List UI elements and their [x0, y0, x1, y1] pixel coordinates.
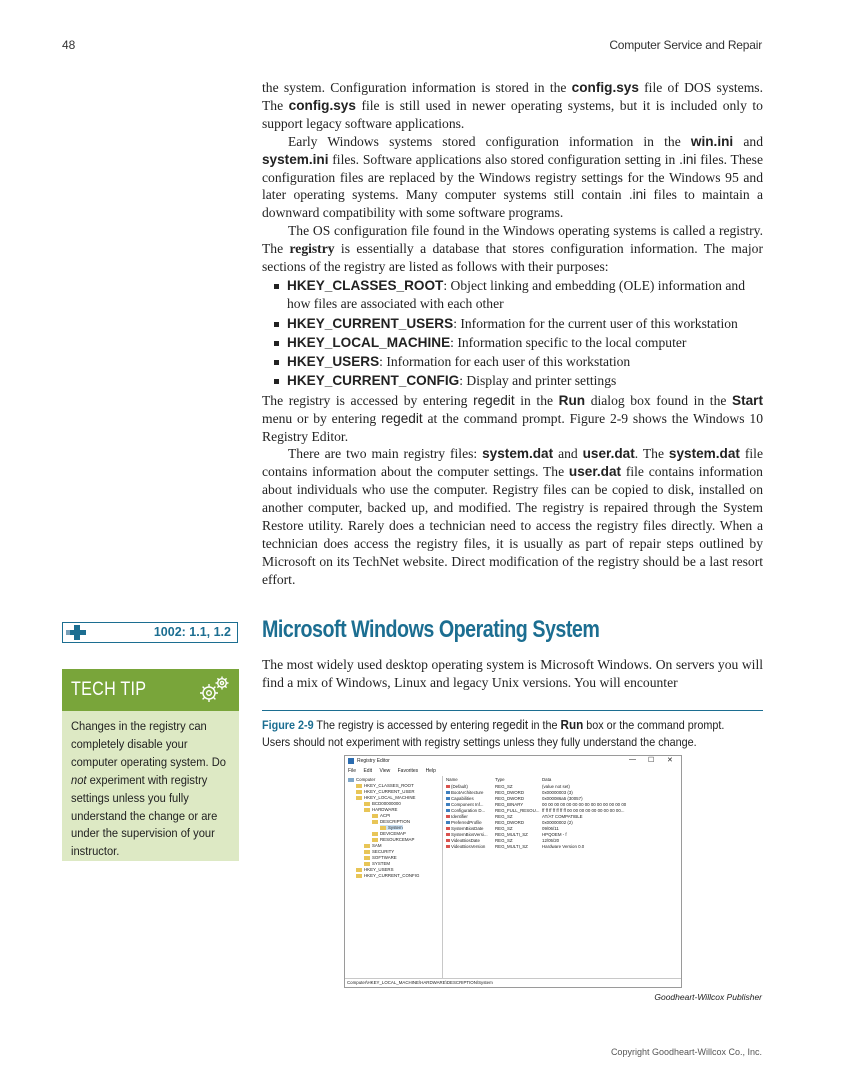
- menu-bar: [348, 768, 442, 774]
- menu-view[interactable]: View: [379, 768, 391, 774]
- tree-node[interactable]: [372, 837, 414, 842]
- folder-icon: [364, 844, 370, 848]
- folder-icon: [372, 838, 378, 842]
- menu-favorites[interactable]: Favorites: [397, 768, 419, 774]
- gears-icon: [196, 673, 232, 707]
- tree-node[interactable]: [364, 801, 401, 806]
- text: . The: [634, 446, 669, 462]
- value-type: REG_SZ: [495, 838, 513, 843]
- menu-file[interactable]: File: [348, 768, 357, 774]
- value-name: PreferredProfile: [451, 820, 482, 825]
- text: at the command prompt. Figure 2-9 shows the Windows 10 Registry Editor.: [262, 410, 763, 444]
- registry-key: HKEY_CURRENT_CONFIG: [287, 373, 460, 389]
- registry-desc: : Object linking and embedding (OLE) information and how files are associated with each other: [287, 278, 746, 312]
- tree-label: HKEY_USERS: [364, 867, 394, 872]
- keyword: Run: [558, 392, 586, 408]
- body-text: [262, 79, 763, 589]
- objective-badge: [62, 622, 238, 643]
- tree-label: DESCRIPTION: [380, 819, 411, 824]
- string-value-icon: [446, 785, 450, 788]
- section-title: Microsoft Windows Operating System: [262, 616, 600, 643]
- text: files. These configuration files are replaced by the Windows registry settings for the Windows 95 and later operating systems. Many computer systems still contain: [262, 151, 764, 203]
- registry-editor-window: [344, 755, 682, 988]
- maximize-button[interactable]: ☐: [648, 757, 655, 764]
- binary-value-icon: [446, 791, 450, 794]
- tree-node[interactable]: [356, 867, 394, 872]
- tree-node-selected[interactable]: [380, 825, 403, 830]
- tree-node[interactable]: [364, 855, 397, 860]
- section-body: [262, 656, 763, 692]
- tree-label: HKEY_CURRENT_USER: [364, 789, 415, 794]
- table-row[interactable]: [446, 844, 678, 850]
- value-name: Configuration D...: [451, 808, 486, 813]
- value-data: AT/AT COMPATIBLE: [542, 814, 583, 819]
- value-name: VideoBiosDate: [451, 838, 480, 843]
- status-path: Computer\HKEY_LOCAL_MACHINE\HARDWARE\DESCRIPTION\System: [347, 980, 493, 985]
- tree-label: DEVICEMAP: [380, 831, 406, 836]
- tree-node[interactable]: [372, 831, 406, 836]
- binary-value-icon: [446, 797, 450, 800]
- value-type: REG_DWORD: [495, 796, 525, 801]
- menu-help[interactable]: Help: [425, 768, 436, 774]
- keyword: system.ini: [262, 151, 329, 167]
- keyword: registry: [289, 241, 335, 257]
- value-data: HPQOEM - f: [542, 832, 567, 837]
- value-data: 0x00000003 (3): [542, 790, 573, 795]
- keyword: win.ini: [690, 133, 734, 149]
- tree-node[interactable]: [372, 819, 410, 824]
- value-data: 00 00 00 00 00 00 00 00 00 00 00 00 00 00: [542, 802, 627, 807]
- keyword: .ini: [628, 187, 647, 203]
- page-number: 48: [62, 38, 76, 52]
- tree-node[interactable]: [364, 843, 382, 848]
- tree-label: SAM: [372, 843, 382, 848]
- text: in the: [514, 392, 559, 408]
- keyword: regedit: [473, 392, 515, 408]
- tree-node[interactable]: [364, 861, 390, 866]
- keyword: regedit: [492, 717, 529, 732]
- column-header-name[interactable]: Name: [446, 777, 458, 782]
- tree-label: SECURITY: [372, 849, 395, 854]
- folder-icon: [364, 862, 370, 866]
- folder-icon: [356, 868, 362, 872]
- folder-icon: [364, 850, 370, 854]
- computer-icon: [348, 778, 354, 782]
- text: file contains information about individuals who use the computer. Registry files can be copied to disk, installed on another computer, backed up, and modified. The registry is repaired through the System Restore utility. Rarely does a technician need to access the registry files directly. When a technician does access the registry files, it is usually as part of repair steps outlined by Microsoft on its TechNet website. Direct modification of the registry should be a last resort effort.: [262, 464, 763, 587]
- value-name: VideoBiosVersion: [451, 844, 486, 849]
- value-type: REG_SZ: [495, 814, 513, 819]
- tech-tip-title: TECH TIP: [71, 679, 147, 700]
- list-item: [287, 334, 763, 352]
- registry-desc: : Information for the current user of this workstation: [453, 315, 738, 331]
- paragraph-config-sys: [262, 79, 763, 133]
- objective-codes: 1002: 1.1, 1.2: [153, 625, 231, 639]
- emphasis: not: [71, 772, 87, 787]
- registry-key: HKEY_CLASSES_ROOT: [287, 278, 444, 294]
- text: files to maintain a downward compatibility with some software programs.: [262, 187, 763, 221]
- paragraph-registry: [262, 222, 763, 276]
- folder-icon: [356, 790, 362, 794]
- folder-icon: [372, 814, 378, 818]
- value-data: 09/06/11: [542, 826, 559, 831]
- keyword: .ini: [679, 151, 697, 167]
- list-item: [287, 315, 763, 333]
- value-type: REG_FULL_RESOU...: [495, 808, 540, 813]
- value-type: REG_MULTI_SZ: [495, 832, 528, 837]
- folder-icon: [372, 832, 378, 836]
- keyword: config.sys: [288, 97, 356, 113]
- tree-label: ACPI: [380, 813, 391, 818]
- certification-plus-icon: [66, 625, 88, 640]
- registry-desc: : Information specific to the local computer: [450, 334, 687, 350]
- folder-icon: [364, 808, 370, 812]
- close-button[interactable]: ✕: [667, 757, 673, 764]
- folder-icon: [364, 856, 370, 860]
- tree-label: HKEY_CLASSES_ROOT: [364, 783, 414, 788]
- column-headers: [446, 777, 678, 783]
- value-type: REG_DWORD: [495, 820, 525, 825]
- text: Early Windows systems stored configuration information in the: [288, 133, 691, 149]
- registry-desc: : Display and printer settings: [459, 373, 617, 389]
- tree-label: System: [388, 825, 403, 830]
- tree-label: HKEY_LOCAL_MACHINE: [364, 795, 416, 800]
- keyword: user.dat: [582, 446, 635, 462]
- folder-icon: [356, 796, 362, 800]
- text: The OS configuration file found in the Windows operating systems is called a registry. The: [262, 223, 763, 257]
- value-data: ff ff ff ff ff ff ff 00 00 00 00 00 00 00 00 00...: [542, 808, 625, 813]
- list-item: [287, 277, 763, 313]
- keyword: config.sys: [571, 80, 639, 95]
- tree-node[interactable]: [364, 807, 397, 812]
- value-name: SystemBiosDate: [451, 826, 484, 831]
- value-type: REG_SZ: [495, 826, 513, 831]
- tree-node[interactable]: [348, 777, 375, 782]
- tech-tip-header: [62, 669, 239, 711]
- keyword: system.dat: [482, 446, 554, 462]
- value-name: (Default): [451, 784, 468, 789]
- tree-label: SYSTEM: [372, 861, 391, 866]
- copyright-footer: Copyright Goodheart-Willcox Co., Inc.: [610, 1047, 762, 1057]
- text: and: [733, 133, 763, 149]
- value-data: 0x00000002 (2): [542, 820, 573, 825]
- minimize-button[interactable]: —: [629, 756, 636, 763]
- text: The registry is accessed by entering: [313, 718, 493, 732]
- value-data: (value not set): [542, 784, 570, 789]
- value-type: REG_SZ: [495, 784, 513, 789]
- figure-rule: [262, 710, 763, 711]
- keyword: system.dat: [668, 446, 740, 462]
- tree-node[interactable]: [356, 783, 414, 788]
- registry-tree: [346, 776, 443, 978]
- keyword: Run: [560, 717, 584, 732]
- text: menu or by entering: [262, 410, 382, 426]
- figure-credit: Goodheart-Willcox Publisher: [654, 992, 762, 1002]
- keyword: regedit: [381, 410, 423, 426]
- binary-value-icon: [446, 803, 450, 806]
- folder-icon: [364, 802, 370, 806]
- tree-label: HKEY_CURRENT_CONFIG: [364, 873, 420, 878]
- folder-icon: [380, 826, 386, 830]
- string-value-icon: [446, 839, 450, 842]
- text: The registry is accessed by entering: [262, 392, 474, 408]
- paragraph-ini-files: [262, 133, 763, 223]
- paragraph-regedit: [262, 392, 763, 446]
- list-item: [287, 372, 763, 390]
- tech-tip-text: [71, 718, 233, 861]
- tree-node[interactable]: [356, 795, 416, 800]
- registry-desc: : Information for each user of this workstation: [379, 354, 631, 370]
- registry-key: HKEY_LOCAL_MACHINE: [287, 334, 451, 350]
- tree-label: RESOURCEMAP: [380, 837, 415, 842]
- value-type: REG_BINARY: [495, 802, 524, 807]
- tree-label: Computer: [356, 777, 376, 782]
- text: file is still used in newer operating systems, but it is included only to support legacy software applications.: [262, 97, 763, 131]
- string-value-icon: [446, 827, 450, 830]
- registry-sections-list: [262, 277, 763, 390]
- string-value-icon: [446, 833, 450, 836]
- text: file of DOS systems. The: [262, 80, 763, 113]
- value-data: 12/05/20: [542, 838, 560, 843]
- tech-tip-box: [62, 669, 239, 861]
- registry-key: HKEY_CURRENT_USERS: [287, 315, 454, 331]
- string-value-icon: [446, 845, 450, 848]
- tree-node[interactable]: [356, 873, 419, 878]
- value-type: REG_MULTI_SZ: [495, 844, 528, 849]
- string-value-icon: [446, 815, 450, 818]
- text: box or the command prompt. Users should not experiment with registry settings unless they fully understand the change.: [262, 718, 725, 749]
- tree-label: HARDWARE: [372, 807, 398, 812]
- text: experiment with registry settings unless you fully understand the change or are under the supervision of your instructor.: [71, 772, 218, 859]
- value-name: BootArchitecture: [451, 790, 484, 795]
- value-name: Capabilities: [451, 796, 474, 801]
- value-data: 0x000086a5 (30057): [542, 796, 583, 801]
- folder-icon: [356, 784, 362, 788]
- window-title: Registry Editor: [357, 758, 390, 764]
- text: files. Software applications also stored configuration setting in: [328, 151, 680, 167]
- tree-node[interactable]: [356, 789, 415, 794]
- text: file contains information about the computer settings. The: [262, 446, 763, 480]
- binary-value-icon: [446, 809, 450, 812]
- value-name: Identifier: [451, 814, 468, 819]
- registry-key: HKEY_USERS: [287, 354, 380, 370]
- tree-node[interactable]: [372, 813, 390, 818]
- binary-value-icon: [446, 821, 450, 824]
- window-titlebar: [345, 756, 681, 767]
- column-header-data[interactable]: Data: [542, 777, 552, 782]
- keyword: user.dat: [568, 464, 622, 480]
- figure-caption: [262, 716, 730, 751]
- value-data: Hardware Version 0.0: [542, 844, 585, 849]
- text: the system. Configuration information is stored in the: [262, 80, 572, 95]
- folder-icon: [356, 874, 362, 878]
- tree-label: BCD00000000: [372, 801, 401, 806]
- text: in the: [528, 718, 561, 732]
- status-bar: [345, 978, 681, 987]
- text: and: [553, 446, 583, 462]
- running-title: Computer Service and Repair: [609, 38, 762, 52]
- value-name: Component Inf...: [451, 802, 484, 807]
- folder-icon: [372, 820, 378, 824]
- tree-label: SOFTWARE: [372, 855, 397, 860]
- tree-node[interactable]: [364, 849, 394, 854]
- text: dialog box found in the: [585, 392, 733, 408]
- text: Changes in the registry can completely disable your computer operating system. Do: [71, 719, 226, 769]
- column-header-type[interactable]: Type: [495, 777, 505, 782]
- list-item: [287, 353, 763, 371]
- keyword: Start: [732, 392, 763, 408]
- figure-label: Figure 2-9: [262, 718, 314, 732]
- value-type: REG_DWORD: [495, 790, 525, 795]
- paragraph-registry-files: [262, 445, 763, 588]
- regedit-app-icon: [348, 758, 354, 764]
- paragraph-windows: The most widely used desktop operating system is Microsoft Windows. On servers you will find a mix of Windows, Linux and legacy Unix versions. You will encounter: [262, 657, 763, 690]
- text: There are two main registry files:: [288, 446, 483, 462]
- value-name: SystemBiosVersi...: [451, 832, 488, 837]
- text: is essentially a database that stores configuration information. The major sections of the registry are listed as follows with their purposes:: [262, 241, 763, 275]
- menu-edit[interactable]: Edit: [363, 768, 373, 774]
